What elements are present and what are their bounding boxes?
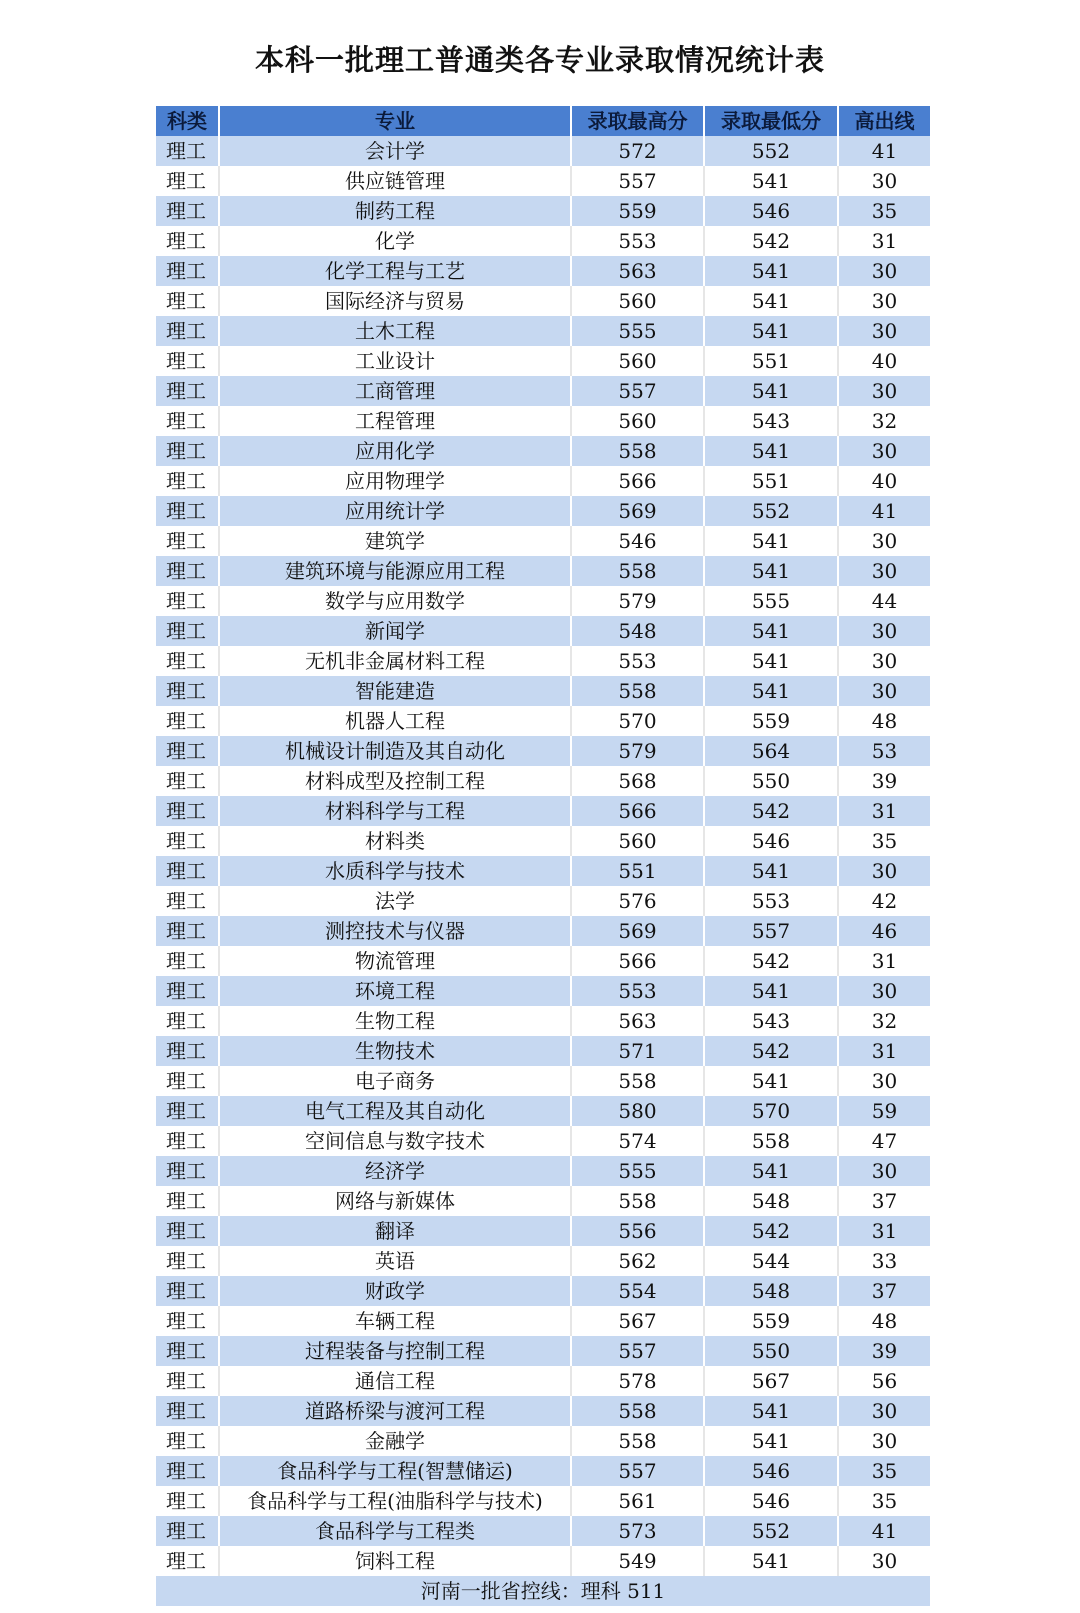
cell-above-line: 30 <box>871 259 898 283</box>
cell-min-score: 541 <box>705 616 839 646</box>
cell-max-score: 558 <box>572 1426 705 1456</box>
table-row <box>156 1336 930 1366</box>
cell-max-score: 561 <box>572 1486 705 1516</box>
cell-category: 理工 <box>156 136 220 166</box>
cell-above-line: 41 <box>871 139 898 163</box>
cell-max-score: 548 <box>572 616 705 646</box>
cell-max-score: 554 <box>572 1276 705 1306</box>
cell-above-line: 30 <box>871 289 898 313</box>
cell-major: 测控技术与仪器 <box>220 916 572 946</box>
cell-max-score: 559 <box>572 196 705 226</box>
cell-category: 理工 <box>156 1396 220 1426</box>
table-row <box>156 1186 930 1216</box>
cell-above-line: 39 <box>871 1339 898 1363</box>
cell-category: 理工 <box>156 196 220 226</box>
cell-min-score: 553 <box>705 886 839 916</box>
cell-major: 应用物理学 <box>220 466 572 496</box>
cell-above-line: 30 <box>871 379 898 403</box>
table-row <box>156 1036 930 1066</box>
cell-major: 英语 <box>220 1246 572 1276</box>
cell-above-line: 37 <box>871 1279 898 1303</box>
table-row <box>156 1276 930 1306</box>
table-row <box>156 616 930 646</box>
cell-category: 理工 <box>156 526 220 556</box>
cell-min-score: 558 <box>705 1126 839 1156</box>
cell-max-score: 576 <box>572 886 705 916</box>
cell-min-score: 550 <box>705 766 839 796</box>
cell-major: 应用化学 <box>220 436 572 466</box>
cell-category: 理工 <box>156 766 220 796</box>
cell-above-line: 48 <box>871 1309 898 1333</box>
table-row <box>156 1426 930 1456</box>
cell-min-score: 542 <box>705 1216 839 1246</box>
cell-min-score: 546 <box>705 826 839 856</box>
cell-category: 理工 <box>156 886 220 916</box>
table-row <box>156 736 930 766</box>
cell-category: 理工 <box>156 1456 220 1486</box>
cell-major: 化学工程与工艺 <box>220 256 572 286</box>
cell-max-score: 563 <box>572 1006 705 1036</box>
cell-min-score: 552 <box>705 136 839 166</box>
cell-above-line: 32 <box>871 409 898 433</box>
cell-max-score: 558 <box>572 556 705 586</box>
cell-max-score: 558 <box>572 1186 705 1216</box>
cell-category: 理工 <box>156 316 220 346</box>
cell-min-score: 567 <box>705 1366 839 1396</box>
cell-major: 电气工程及其自动化 <box>220 1096 572 1126</box>
cell-major: 工商管理 <box>220 376 572 406</box>
cell-max-score: 569 <box>572 916 705 946</box>
cell-max-score: 562 <box>572 1246 705 1276</box>
cell-min-score: 555 <box>705 586 839 616</box>
cell-major: 电子商务 <box>220 1066 572 1096</box>
column-header-max-score: 录取最高分 <box>572 106 705 136</box>
cell-max-score: 558 <box>572 1396 705 1426</box>
cell-major: 食品科学与工程类 <box>220 1516 572 1546</box>
cell-min-score: 546 <box>705 196 839 226</box>
cell-min-score: 550 <box>705 1336 839 1366</box>
cell-major: 会计学 <box>220 136 572 166</box>
table-header-row <box>156 106 930 136</box>
cell-above-line: 30 <box>871 1159 898 1183</box>
cell-above-line: 53 <box>871 739 898 763</box>
cell-above-line: 30 <box>871 649 898 673</box>
cell-max-score: 566 <box>572 796 705 826</box>
cell-min-score: 541 <box>705 1546 839 1576</box>
cell-min-score: 552 <box>705 1516 839 1546</box>
admission-table <box>156 106 930 1606</box>
table-row <box>156 556 930 586</box>
cell-min-score: 541 <box>705 376 839 406</box>
cell-above-line: 37 <box>871 1189 898 1213</box>
cell-max-score: 569 <box>572 496 705 526</box>
cell-min-score: 541 <box>705 676 839 706</box>
cell-major: 道路桥梁与渡河工程 <box>220 1396 572 1426</box>
table-row <box>156 136 930 166</box>
cell-min-score: 541 <box>705 1426 839 1456</box>
table-row <box>156 676 930 706</box>
cell-above-line: 47 <box>871 1129 898 1153</box>
cell-above-line: 31 <box>871 949 898 973</box>
table-footer-note: 河南一批省控线：理科 511 <box>156 1576 930 1606</box>
table-row <box>156 976 930 1006</box>
cell-max-score: 553 <box>572 976 705 1006</box>
cell-above-line: 30 <box>871 979 898 1003</box>
cell-category: 理工 <box>156 1426 220 1456</box>
cell-max-score: 556 <box>572 1216 705 1246</box>
cell-min-score: 557 <box>705 916 839 946</box>
cell-major: 生物技术 <box>220 1036 572 1066</box>
cell-major: 生物工程 <box>220 1006 572 1036</box>
cell-category: 理工 <box>156 856 220 886</box>
cell-max-score: 573 <box>572 1516 705 1546</box>
cell-max-score: 560 <box>572 406 705 436</box>
cell-major: 材料科学与工程 <box>220 796 572 826</box>
cell-major: 机器人工程 <box>220 706 572 736</box>
cell-category: 理工 <box>156 436 220 466</box>
cell-min-score: 548 <box>705 1276 839 1306</box>
cell-major: 数学与应用数学 <box>220 586 572 616</box>
cell-max-score: 549 <box>572 1546 705 1576</box>
cell-min-score: 559 <box>705 1306 839 1336</box>
table-row <box>156 646 930 676</box>
cell-major: 空间信息与数字技术 <box>220 1126 572 1156</box>
page-title: 本科一批理工普通类各专业录取情况统计表 <box>254 43 825 77</box>
table-row <box>156 316 930 346</box>
column-header-major: 专业 <box>220 106 572 136</box>
cell-max-score: 557 <box>572 1336 705 1366</box>
column-header-min-score: 录取最低分 <box>705 106 839 136</box>
cell-category: 理工 <box>156 916 220 946</box>
cell-max-score: 551 <box>572 856 705 886</box>
cell-above-line: 31 <box>871 1039 898 1063</box>
table-row <box>156 196 930 226</box>
cell-min-score: 541 <box>705 1066 839 1096</box>
table-row <box>156 1456 930 1486</box>
cell-major: 过程装备与控制工程 <box>220 1336 572 1366</box>
table-row <box>156 286 930 316</box>
cell-category: 理工 <box>156 646 220 676</box>
cell-category: 理工 <box>156 1546 220 1576</box>
cell-major: 翻译 <box>220 1216 572 1246</box>
cell-category: 理工 <box>156 1516 220 1546</box>
cell-min-score: 552 <box>705 496 839 526</box>
cell-min-score: 542 <box>705 1036 839 1066</box>
cell-max-score: 557 <box>572 166 705 196</box>
cell-max-score: 560 <box>572 826 705 856</box>
table-row <box>156 466 930 496</box>
cell-category: 理工 <box>156 826 220 856</box>
cell-min-score: 542 <box>705 226 839 256</box>
table-row <box>156 586 930 616</box>
cell-min-score: 546 <box>705 1486 839 1516</box>
cell-category: 理工 <box>156 496 220 526</box>
cell-above-line: 30 <box>871 1429 898 1453</box>
cell-major: 供应链管理 <box>220 166 572 196</box>
cell-min-score: 559 <box>705 706 839 736</box>
table-row <box>156 166 930 196</box>
cell-max-score: 557 <box>572 1456 705 1486</box>
cell-category: 理工 <box>156 346 220 376</box>
cell-min-score: 543 <box>705 406 839 436</box>
cell-major: 经济学 <box>220 1156 572 1186</box>
cell-max-score: 546 <box>572 526 705 556</box>
cell-above-line: 48 <box>871 709 898 733</box>
cell-major: 应用统计学 <box>220 496 572 526</box>
cell-above-line: 40 <box>871 469 898 493</box>
cell-min-score: 548 <box>705 1186 839 1216</box>
table-row <box>156 526 930 556</box>
cell-category: 理工 <box>156 256 220 286</box>
cell-category: 理工 <box>156 1336 220 1366</box>
cell-category: 理工 <box>156 1276 220 1306</box>
cell-category: 理工 <box>156 376 220 406</box>
cell-category: 理工 <box>156 1156 220 1186</box>
cell-max-score: 568 <box>572 766 705 796</box>
table-row <box>156 826 930 856</box>
cell-major: 饲料工程 <box>220 1546 572 1576</box>
cell-category: 理工 <box>156 616 220 646</box>
cell-above-line: 30 <box>871 529 898 553</box>
table-row <box>156 226 930 256</box>
table-row <box>156 766 930 796</box>
cell-major: 财政学 <box>220 1276 572 1306</box>
cell-above-line: 30 <box>871 679 898 703</box>
cell-category: 理工 <box>156 706 220 736</box>
table-row <box>156 1126 930 1156</box>
cell-min-score: 542 <box>705 796 839 826</box>
cell-min-score: 541 <box>705 1156 839 1186</box>
cell-above-line: 59 <box>871 1099 898 1123</box>
cell-major: 国际经济与贸易 <box>220 286 572 316</box>
cell-major: 新闻学 <box>220 616 572 646</box>
cell-above-line: 46 <box>871 919 898 943</box>
cell-major: 材料类 <box>220 826 572 856</box>
cell-major: 食品科学与工程(智慧储运) <box>220 1456 572 1486</box>
cell-category: 理工 <box>156 166 220 196</box>
cell-max-score: 563 <box>572 256 705 286</box>
cell-above-line: 30 <box>871 619 898 643</box>
cell-max-score: 560 <box>572 286 705 316</box>
cell-above-line: 42 <box>871 889 898 913</box>
cell-major: 工程管理 <box>220 406 572 436</box>
cell-major: 制药工程 <box>220 196 572 226</box>
cell-major: 建筑学 <box>220 526 572 556</box>
cell-above-line: 31 <box>871 1219 898 1243</box>
cell-category: 理工 <box>156 1126 220 1156</box>
table-row <box>156 346 930 376</box>
table-row <box>156 856 930 886</box>
cell-above-line: 35 <box>871 1489 898 1513</box>
cell-min-score: 541 <box>705 856 839 886</box>
table-row <box>156 496 930 526</box>
cell-major: 环境工程 <box>220 976 572 1006</box>
cell-max-score: 558 <box>572 1066 705 1096</box>
cell-min-score: 543 <box>705 1006 839 1036</box>
cell-max-score: 557 <box>572 376 705 406</box>
cell-min-score: 551 <box>705 466 839 496</box>
cell-min-score: 541 <box>705 436 839 466</box>
cell-max-score: 558 <box>572 676 705 706</box>
cell-category: 理工 <box>156 1066 220 1096</box>
cell-max-score: 558 <box>572 436 705 466</box>
cell-category: 理工 <box>156 1216 220 1246</box>
cell-category: 理工 <box>156 1186 220 1216</box>
column-header-above-line: 高出线 <box>854 109 915 133</box>
cell-above-line: 41 <box>871 1519 898 1543</box>
cell-min-score: 570 <box>705 1096 839 1126</box>
table-row <box>156 1156 930 1186</box>
cell-major: 物流管理 <box>220 946 572 976</box>
cell-major: 水质科学与技术 <box>220 856 572 886</box>
table-row <box>156 1306 930 1336</box>
table-row <box>156 256 930 286</box>
table-row <box>156 886 930 916</box>
cell-major: 化学 <box>220 226 572 256</box>
table-row <box>156 796 930 826</box>
cell-major: 土木工程 <box>220 316 572 346</box>
cell-major: 通信工程 <box>220 1366 572 1396</box>
cell-major: 机械设计制造及其自动化 <box>220 736 572 766</box>
cell-max-score: 574 <box>572 1126 705 1156</box>
cell-major: 车辆工程 <box>220 1306 572 1336</box>
cell-above-line: 31 <box>871 799 898 823</box>
table-row <box>156 1546 930 1576</box>
cell-above-line: 30 <box>871 439 898 463</box>
cell-category: 理工 <box>156 406 220 436</box>
cell-max-score: 560 <box>572 346 705 376</box>
cell-max-score: 571 <box>572 1036 705 1066</box>
cell-above-line: 30 <box>871 1549 898 1573</box>
cell-category: 理工 <box>156 556 220 586</box>
cell-max-score: 579 <box>572 586 705 616</box>
cell-min-score: 564 <box>705 736 839 766</box>
cell-category: 理工 <box>156 466 220 496</box>
cell-min-score: 551 <box>705 346 839 376</box>
cell-above-line: 30 <box>871 559 898 583</box>
cell-max-score: 553 <box>572 646 705 676</box>
cell-max-score: 578 <box>572 1366 705 1396</box>
cell-category: 理工 <box>156 1006 220 1036</box>
table-body <box>156 136 930 1576</box>
cell-above-line: 35 <box>871 1459 898 1483</box>
cell-max-score: 553 <box>572 226 705 256</box>
table-row <box>156 1366 930 1396</box>
cell-min-score: 541 <box>705 166 839 196</box>
cell-above-line: 33 <box>871 1249 898 1273</box>
table-row <box>156 1396 930 1426</box>
cell-min-score: 541 <box>705 316 839 346</box>
cell-major: 食品科学与工程(油脂科学与技术) <box>220 1486 572 1516</box>
cell-major: 法学 <box>220 886 572 916</box>
cell-major: 智能建造 <box>220 676 572 706</box>
cell-above-line: 31 <box>871 229 898 253</box>
cell-max-score: 580 <box>572 1096 705 1126</box>
cell-major: 材料成型及控制工程 <box>220 766 572 796</box>
table-row <box>156 376 930 406</box>
cell-min-score: 541 <box>705 1396 839 1426</box>
cell-min-score: 541 <box>705 286 839 316</box>
table-row <box>156 1486 930 1516</box>
table-row <box>156 1216 930 1246</box>
cell-category: 理工 <box>156 946 220 976</box>
cell-max-score: 555 <box>572 316 705 346</box>
cell-above-line: 30 <box>871 169 898 193</box>
cell-above-line: 40 <box>871 349 898 373</box>
cell-above-line: 30 <box>871 859 898 883</box>
cell-category: 理工 <box>156 1246 220 1276</box>
cell-above-line: 41 <box>871 499 898 523</box>
cell-major: 无机非金属材料工程 <box>220 646 572 676</box>
cell-min-score: 541 <box>705 976 839 1006</box>
table-row <box>156 1066 930 1096</box>
cell-category: 理工 <box>156 736 220 766</box>
table-row <box>156 1006 930 1036</box>
table-row <box>156 436 930 466</box>
cell-max-score: 570 <box>572 706 705 736</box>
table-row <box>156 706 930 736</box>
cell-category: 理工 <box>156 286 220 316</box>
cell-category: 理工 <box>156 976 220 1006</box>
cell-major: 工业设计 <box>220 346 572 376</box>
table-row <box>156 1246 930 1276</box>
cell-above-line: 30 <box>871 319 898 343</box>
cell-max-score: 567 <box>572 1306 705 1336</box>
cell-max-score: 572 <box>572 136 705 166</box>
cell-min-score: 546 <box>705 1456 839 1486</box>
cell-max-score: 555 <box>572 1156 705 1186</box>
cell-above-line: 44 <box>871 589 898 613</box>
cell-category: 理工 <box>156 796 220 826</box>
cell-min-score: 542 <box>705 946 839 976</box>
cell-major: 网络与新媒体 <box>220 1186 572 1216</box>
table-row <box>156 406 930 436</box>
cell-major: 建筑环境与能源应用工程 <box>220 556 572 586</box>
cell-min-score: 541 <box>705 256 839 286</box>
cell-min-score: 541 <box>705 556 839 586</box>
column-header-category: 科类 <box>156 106 220 136</box>
cell-above-line: 32 <box>871 1009 898 1033</box>
cell-category: 理工 <box>156 586 220 616</box>
cell-major: 金融学 <box>220 1426 572 1456</box>
cell-category: 理工 <box>156 676 220 706</box>
cell-category: 理工 <box>156 1306 220 1336</box>
cell-category: 理工 <box>156 1036 220 1066</box>
cell-min-score: 544 <box>705 1246 839 1276</box>
cell-above-line: 35 <box>871 199 898 223</box>
cell-above-line: 30 <box>871 1399 898 1423</box>
cell-above-line: 39 <box>871 769 898 793</box>
cell-category: 理工 <box>156 1096 220 1126</box>
cell-above-line: 56 <box>871 1369 898 1393</box>
table-row <box>156 1096 930 1126</box>
cell-category: 理工 <box>156 226 220 256</box>
table-row <box>156 916 930 946</box>
cell-max-score: 566 <box>572 466 705 496</box>
cell-max-score: 566 <box>572 946 705 976</box>
cell-min-score: 541 <box>705 526 839 556</box>
cell-category: 理工 <box>156 1366 220 1396</box>
cell-above-line: 35 <box>871 829 898 853</box>
cell-category: 理工 <box>156 1486 220 1516</box>
cell-above-line: 30 <box>871 1069 898 1093</box>
table-row <box>156 946 930 976</box>
cell-min-score: 541 <box>705 646 839 676</box>
table-row <box>156 1516 930 1546</box>
cell-max-score: 579 <box>572 736 705 766</box>
